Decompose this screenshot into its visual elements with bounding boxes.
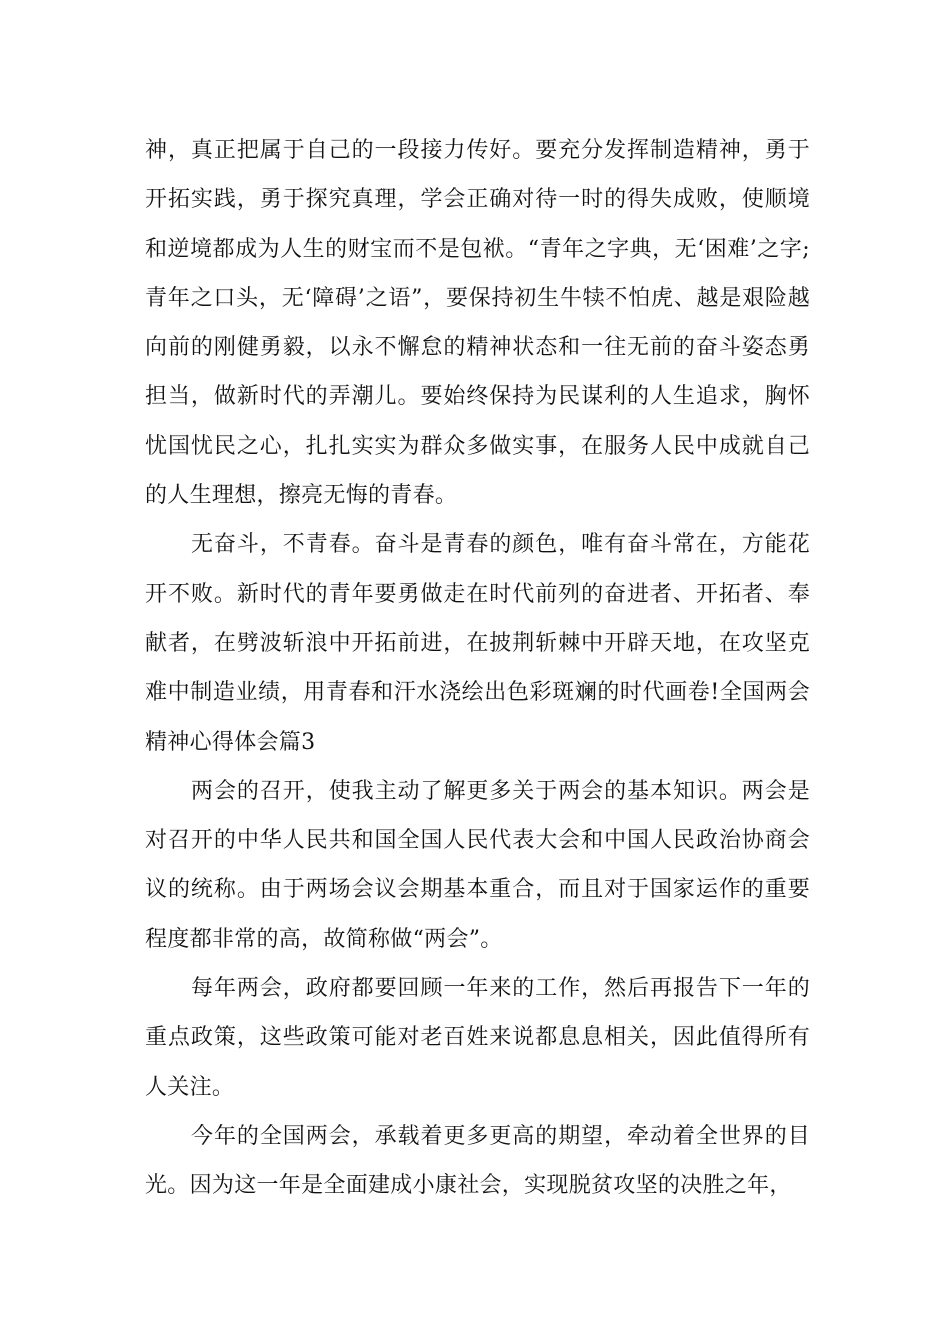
paragraph-4: 每年两会，政府都要回顾一年来的工作，然后再报告下一年的重点政策，这些政策可能对老百姓来说都息息相关，因此值得所有人关注。 xyxy=(145,976,810,1100)
paragraph-1: 神，真正把属于自己的一段接力传好。要充分发挥制造精神，勇于开拓实践，勇于探究真理，学会正确对待一时的得失成败，使顺境和逆境都成为人生的财宝而不是包袱。“青年之字典，无‘困难’之字;青年之口头，无‘障碍’之语”，要保持初生牛犊不怕虎、越是艰险越向前的刚健勇毅，以永不懈怠的精神状态和一往无前的奋斗姿态勇担当，做新时代的弄潮儿。要始终保持为民谋利的人生追求，胸怀忧国忧民之心，扎扎实实为群众多做实事，在服务人民中成就自己的人生理想，擦亮无悔的青春。 xyxy=(145,138,810,509)
document-body xyxy=(145,126,810,1211)
paragraph-3: 两会的召开，使我主动了解更多关于两会的基本知识。两会是对召开的中华人民共和国全国人民代表大会和中国人民政治协商会议的统称。由于两场会议会期基本重合，而且对于国家运作的重要程度都非常的高，故简称做“两会”。 xyxy=(145,778,810,952)
paragraph-5: 今年的全国两会，承载着更多更高的期望，牵动着全世界的目光。因为这一年是全面建成小康社会，实现脱贫攻坚的决胜之年， xyxy=(145,1123,810,1199)
paragraph-2: 无奋斗，不青春。奋斗是青春的颜色，唯有奋斗常在，方能花开不败。新时代的青年要勇做走在时代前列的奋进者、开拓者、奉献者，在劈波斩浪中开拓前进，在披荆斩棘中开辟天地，在攻坚克难中制造业绩，用青春和汗水浇绘出色彩斑斓的时代画卷!全国两会精神心得体会篇3 xyxy=(145,532,810,755)
